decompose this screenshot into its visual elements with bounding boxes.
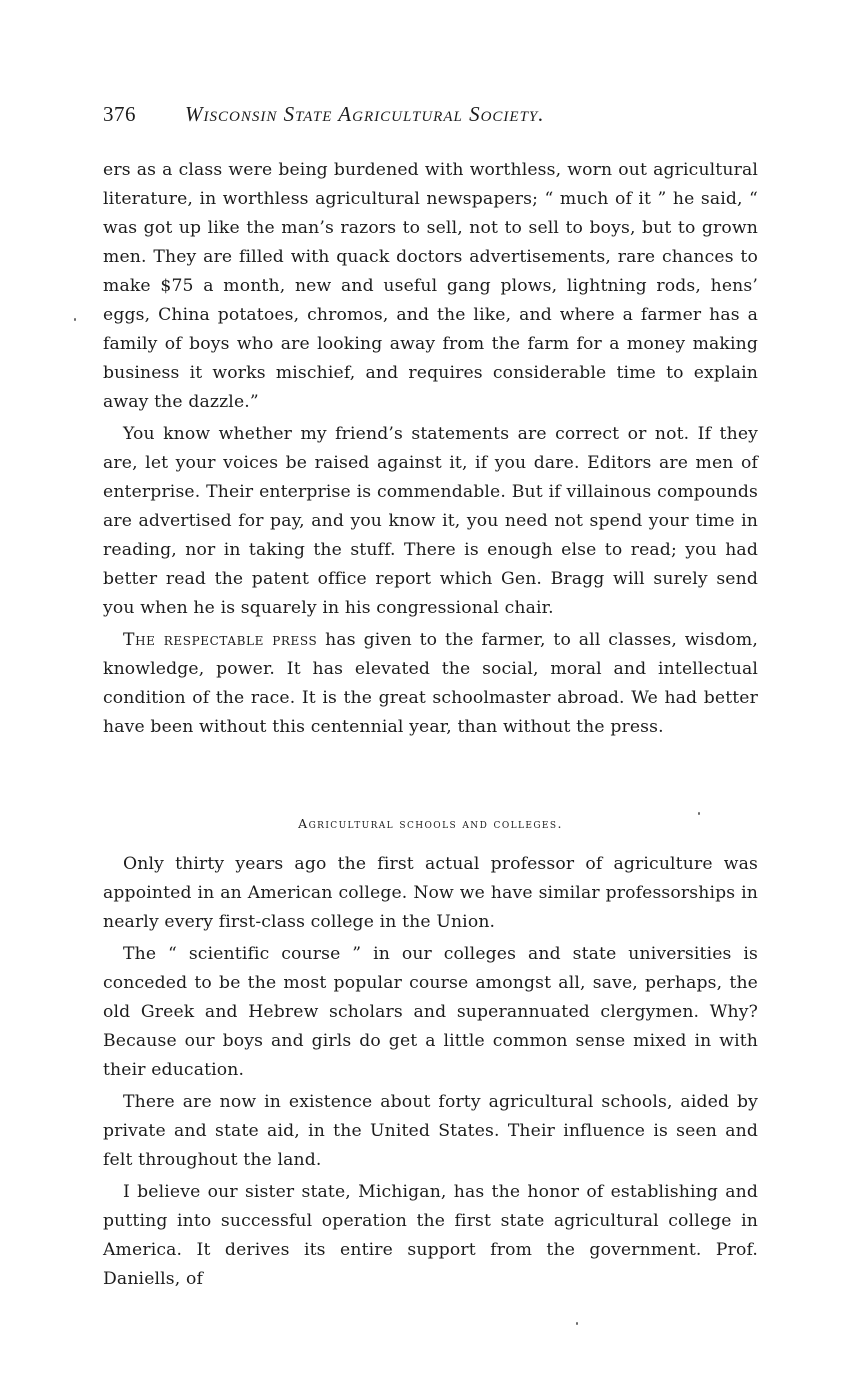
paragraph-professor: Only thirty years ago the first actual professor of agriculture was appointed in an American college. Now we have similar professorships in nearly every first-class college in the Union. [103, 854, 758, 932]
press-paragraph-text: has given to the farmer, to all classes, wisdom, knowledge, power. It has elevated the social, moral and intellectual condition of the race. It is the great schoolmaster abroad. We had better have been without this centennial year, than without the press. [103, 630, 758, 737]
paragraph-michigan: I believe our sister state, Michigan, has the honor of establishing and putting into successful operation the first state agricultural college in America. It derives its entire support from the government. Prof. Daniells, of [103, 1182, 758, 1289]
page-number: 376 [103, 102, 136, 126]
paragraph-agricultural-schools: There are now in existence about forty agricultural schools, aided by private and state aid, in the United States. Their influence is seen and felt throughout the land. [103, 1092, 758, 1170]
running-title: Wisconsin State Agricultural Society. [185, 102, 545, 126]
paragraph-scientific-course: The “ scientific course ” in our colleges and state universities is conceded to be the most popular course amongst all, save, perhaps, the old Greek and Hebrew scholars and superannuated clergymen. Why? Because our boys and girls do get a little common sense mixed in with their education. [103, 944, 758, 1080]
body-text-lower [103, 850, 758, 1294]
body-text-upper [103, 156, 758, 742]
running-head [103, 98, 763, 132]
paragraph-respectable-press [103, 626, 758, 742]
paragraph-continuation: ers as a class were being burdened with worthless, worn out agricultural literature, in worthless agricultural newspapers; “ much of it ” he said, “ was got up like the man’s razors to sell, not to sell to boys, but to grown men. They are filled with quack doctors advertisements, rare chances to make $75 a month, new and useful gang plows, lightning rods, hens’ eggs, China potatoes, chromos, and the like, and where a farmer has a family of boys who are looking away from the farm for a money making business it works mischief, and requires considerable time to explain away the dazzle.” [103, 160, 758, 412]
paragraph-editors: You know whether my friend’s statements are correct or not. If they are, let your voices be raised against it, if you dare. Editors are men of enterprise. Their enterprise is commendable. But if villainous compounds are advertised for pay, and you know it, you need not spend your time in reading, nor in taking the stuff. There is enough else to read; you had better read the patent office report which Gen. Bragg will surely send you when he is squarely in his congressional chair. [103, 424, 758, 618]
section-heading: Agricultural schools and colleges. [298, 816, 563, 831]
press-lead-in: The respectable press [123, 630, 318, 650]
